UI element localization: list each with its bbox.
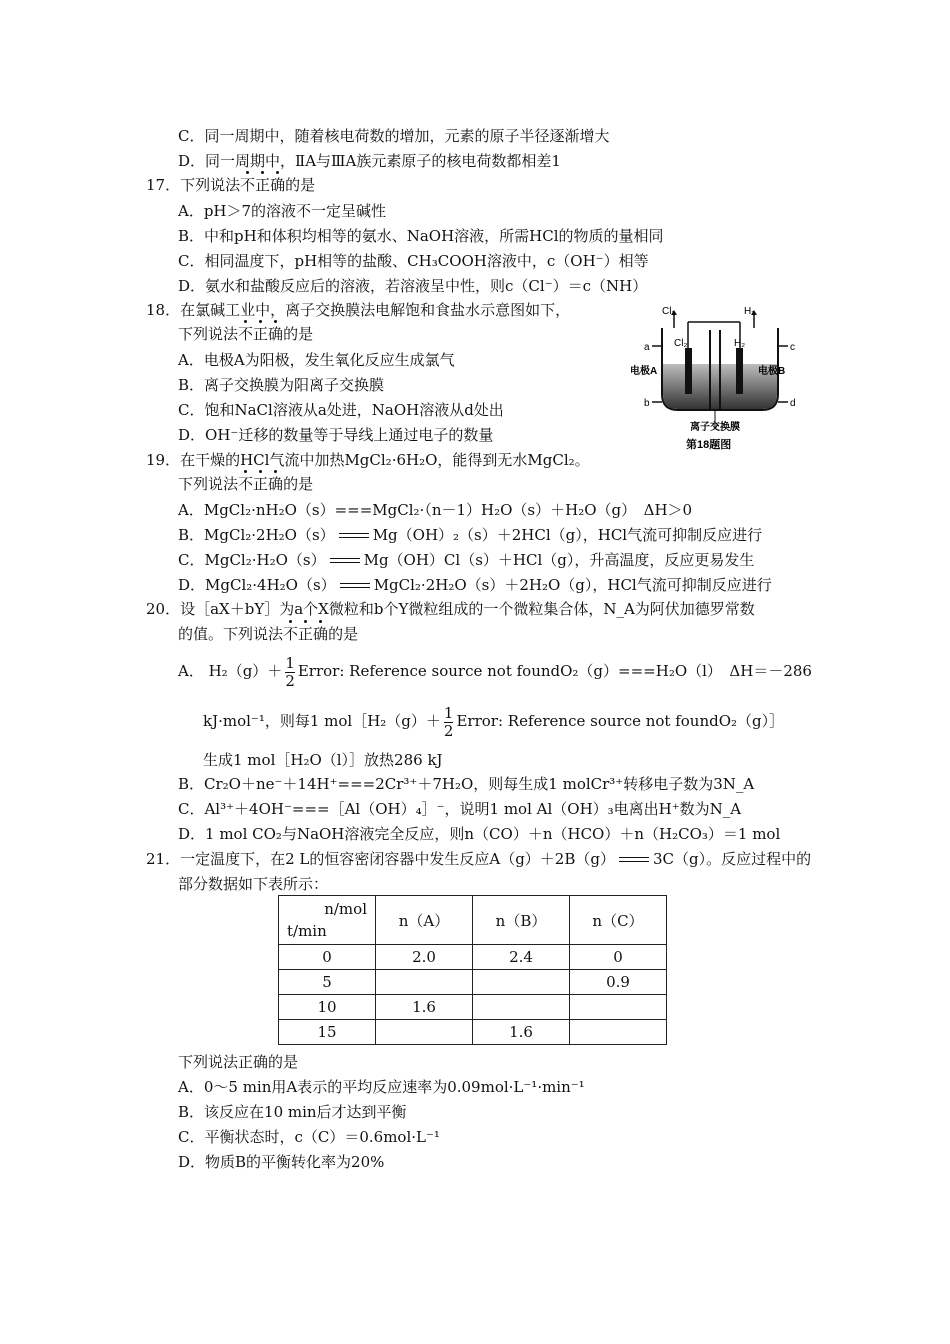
equilibrium-arrow-icon [337, 531, 371, 541]
q20-option-c: C．Al³⁺＋4OH⁻===［Al（OH）₄］⁻，说明1 mol Al（OH）₃电离出H⁺数为N_A [178, 800, 742, 818]
diagram-caption: 第18题图 [686, 439, 732, 451]
diagram-label-c: c [790, 342, 795, 353]
q19-stem-2: 下列说法不正确的是 [178, 475, 314, 493]
table-cell [376, 1020, 473, 1045]
q18-option-c: C．饱和NaCl溶液从a处进，NaOH溶液从d处出 [178, 401, 504, 419]
table-cell: 2.4 [473, 945, 570, 970]
q21-option-b: B．该反应在10 min后才达到平衡 [178, 1103, 407, 1121]
table-cell: 0.9 [570, 970, 667, 995]
table-header-cell: n（C） [570, 896, 667, 945]
table-cell: 1.6 [376, 995, 473, 1020]
table-cell: 1.6 [473, 1020, 570, 1045]
q21-stem: 21．一定温度下，在2 L的恒容密闭容器中发生反应A（g）＋2B（g） 3C（g）。反应过程中的 [146, 850, 812, 868]
q17-option-a: A．pH＞7的溶液不一定呈碱性 [178, 202, 387, 220]
q17-option-c: C．相同温度下，pH相等的盐酸、CH₃COOH溶液中，c（OH⁻）相等 [178, 252, 649, 270]
data-table [278, 895, 667, 1045]
q19-option-d: D．MgCl₂·4H₂O（s） MgCl₂·2H₂O（s）＋2H₂O（g），HCl气流可抑制反应进行 [178, 576, 772, 594]
q21-option-a: A．0～5 min用A表示的平均反应速率为0.09mol·L⁻¹·min⁻¹ [178, 1078, 585, 1096]
table-cell: 2.0 [376, 945, 473, 970]
table-corner-cell: n/mol t/min [279, 896, 376, 945]
equilibrium-arrow-icon [328, 556, 362, 566]
q19-stem: 19．在干燥的HCl气流中加热MgCl₂·6H₂O，能得到无水MgCl₂。 [146, 451, 590, 469]
equilibrium-arrow-icon [338, 581, 372, 591]
q20-option-d: D．1 mol CO₂与NaOH溶液完全反应，则n（CO）＋n（HCO）＋n（H₂CO₃）＝1 mol [178, 825, 781, 843]
q20-option-a-line3: 生成1 mol［H₂O（l）］放热286 kJ [203, 751, 443, 769]
q21-option-d: D．物质B的平衡转化率为20% [178, 1153, 385, 1171]
q21-question: 下列说法正确的是 [178, 1053, 299, 1071]
electrolysis-diagram [630, 302, 805, 454]
q18-stem: 18．在氯碱工业中，离子交换膜法电解饱和食盐水示意图如下， [146, 301, 571, 319]
diagram-label-a: a [644, 342, 650, 353]
table-header-row [279, 896, 667, 945]
diagram-cl2-in: Cl₂ [674, 338, 688, 349]
q19-option-c: C．MgCl₂·H₂O（s） Mg（OH）Cl（s）＋HCl（g），升高温度，反应更易发生 [178, 551, 755, 569]
q18-option-a: A．电极A为阳极，发生氧化反应生成氯气 [178, 351, 455, 369]
diagram-cl2-top: Cl₂ [662, 306, 676, 317]
diagram-electrode-b: 电极B [758, 366, 786, 377]
table-cell: 15 [279, 1020, 376, 1045]
q16-option-d: D．同一周期中，ⅡA与ⅢA族元素原子的核电荷数都相差1 [178, 152, 561, 170]
q17-stem: 17．下列说法不正确的是 [146, 176, 316, 194]
q18-stem-2: 下列说法不正确的是 [178, 325, 314, 343]
table-row [279, 945, 667, 970]
table-cell [570, 995, 667, 1020]
diagram-membrane-label: 离子交换膜 [690, 422, 740, 433]
diagram-h2-top: H₂ [744, 306, 756, 317]
q20-option-a-line2: kJ·mol⁻¹，则每1 mol［H₂（g）＋ $\frac{1}{2}$ Error: Reference source not foundO₂（g）］ [203, 703, 785, 740]
table-cell [376, 970, 473, 995]
table-row [279, 1020, 667, 1045]
q20-stem-2: 的值。下列说法不正确的是 [178, 625, 359, 643]
q19-option-b: B．MgCl₂·2H₂O（s） Mg（OH）₂（s）＋2HCl（g），HCl气流可抑制反应进行 [178, 526, 763, 544]
table-header-cell: n（B） [473, 896, 570, 945]
table-cell: 0 [279, 945, 376, 970]
q20-option-a-line1: A． H₂（g）＋ $\frac{1}{2}$ Error: Reference source not foundO₂（g）===H₂O（l） ΔH＝－286 [178, 653, 812, 690]
table-cell: 0 [570, 945, 667, 970]
q17-option-d: D．氨水和盐酸反应后的溶液，若溶液呈中性，则c（Cl⁻）＝c（NH） [178, 277, 648, 295]
q18-option-d: D．OH⁻迁移的数量等于导线上通过电子的数量 [178, 426, 494, 444]
diagram-electrode-a: 电极A [630, 366, 658, 377]
table-cell [570, 1020, 667, 1045]
fraction-one-half: $\frac{1}{2}$ [443, 703, 454, 740]
q20-stem: 20．设［aX＋bY］为a个X微粒和b个Y微粒组成的一个微粒集合体，N_A为阿伏加德罗常数 [146, 600, 755, 618]
fraction-one-half: $\frac{1}{2}$ [285, 653, 295, 690]
table-cell [473, 995, 570, 1020]
q16-option-c: C．同一周期中，随着核电荷数的增加，元素的原子半径逐渐增大 [178, 127, 610, 145]
q21-option-c: C．平衡状态时，c（C）＝0.6mol·L⁻¹ [178, 1128, 440, 1146]
q17-option-b: B．中和pH和体积均相等的氨水、NaOH溶液，所需HCl的物质的量相同 [178, 227, 664, 245]
table-row [279, 995, 667, 1020]
q20-option-b: B．Cr₂O＋ne⁻＋14H⁺===2Cr³⁺＋7H₂O，则每生成1 molCr³⁺转移电子数为3N_A [178, 775, 755, 793]
q21-stem-2: 部分数据如下表所示： [178, 875, 329, 893]
table-cell: 10 [279, 995, 376, 1020]
equilibrium-arrow-icon [617, 855, 651, 865]
q19-option-a: A．MgCl₂·nH₂O（s）===MgCl₂·（n－1）H₂O（s）＋H₂O（g） ΔH＞0 [178, 501, 693, 519]
table-cell [473, 970, 570, 995]
diagram-label-d: d [790, 398, 796, 409]
table-cell: 5 [279, 970, 376, 995]
diagram-h2-in: H₂ [734, 338, 746, 349]
table-row [279, 970, 667, 995]
q18-option-b: B．离子交换膜为阳离子交换膜 [178, 376, 385, 394]
diagram-label-b: b [644, 398, 650, 409]
table-header-cell: n（A） [376, 896, 473, 945]
